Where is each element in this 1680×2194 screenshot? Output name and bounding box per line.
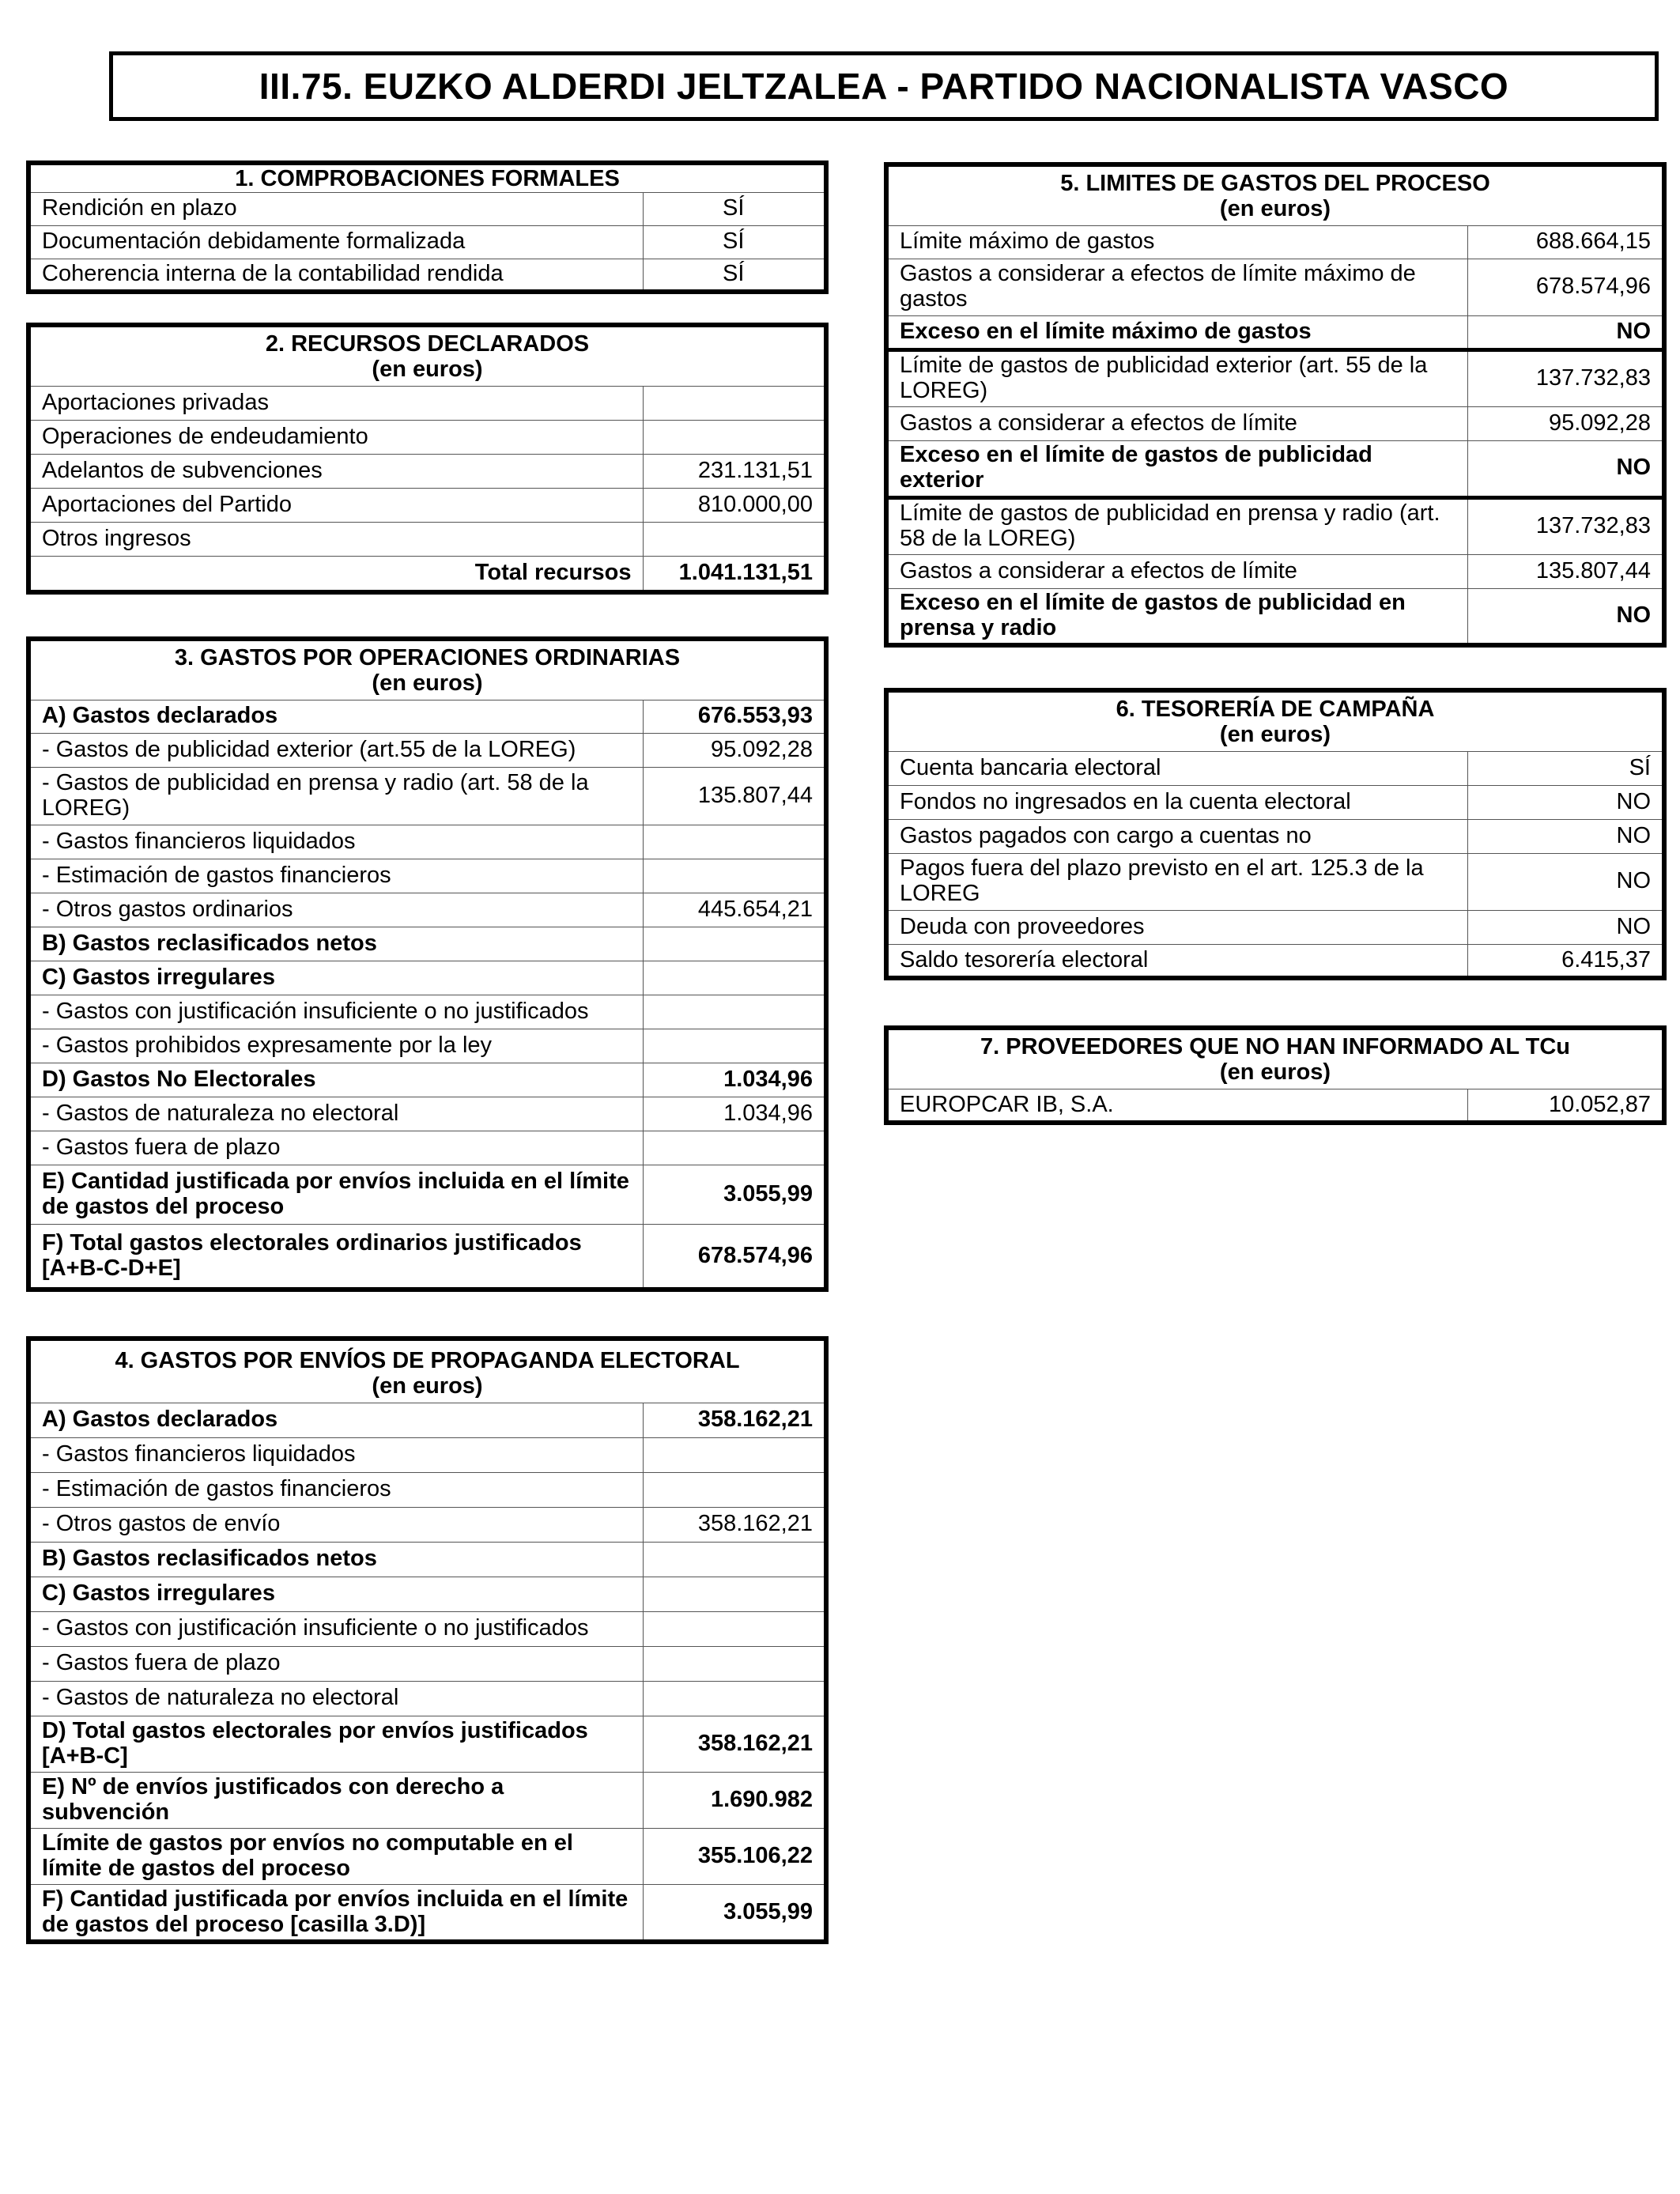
- table-row: E) Cantidad justificada por envíos incluida en el límite de gastos del proceso 3.055,99: [28, 1165, 826, 1224]
- table-row: Gastos a considerar a efectos de límite máximo de gastos 678.574,96: [886, 259, 1664, 315]
- section-title: 3. GASTOS POR OPERACIONES ORDINARIAS (en euros): [28, 639, 826, 700]
- table-tesoreria: [884, 688, 1667, 980]
- table-row: Límite de gastos por envíos no computable en el límite de gastos del proceso 355.106,22: [28, 1828, 826, 1884]
- table-row: Exceso en el límite máximo de gastos NO: [886, 315, 1664, 349]
- table-row: - Gastos de naturaleza no electoral: [28, 1681, 826, 1716]
- table-gastos-ordinarios: [26, 636, 829, 1292]
- table-proveedores: [884, 1025, 1667, 1125]
- page-title: III.75. EUZKO ALDERDI JELTZALEA - PARTIDO NACIONALISTA VASCO: [109, 51, 1659, 121]
- table-row: A) Gastos declarados 358.162,21: [28, 1403, 826, 1437]
- section-title: 2. RECURSOS DECLARADOS (en euros): [28, 325, 826, 386]
- section-tesoreria: [884, 688, 1667, 980]
- section-gastos-ordinarios: [26, 636, 829, 1292]
- table-row: Deuda con proveedores NO: [886, 910, 1664, 944]
- table-row: - Gastos fuera de plazo: [28, 1646, 826, 1681]
- table-row: C) Gastos irregulares: [28, 961, 826, 995]
- table-row: Límite de gastos de publicidad exterior (art. 55 de la LOREG) 137.732,83: [886, 349, 1664, 406]
- table-row: - Gastos financieros liquidados: [28, 1437, 826, 1472]
- table-row: Límite de gastos de publicidad en prensa y radio (art. 58 de la LOREG) 137.732,83: [886, 497, 1664, 554]
- table-row: Límite máximo de gastos 688.664,15: [886, 225, 1664, 259]
- table-row: - Gastos financieros liquidados: [28, 825, 826, 859]
- table-row: C) Gastos irregulares: [28, 1577, 826, 1611]
- table-row: Operaciones de endeudamiento: [28, 420, 826, 454]
- table-row: - Otros gastos de envío 358.162,21: [28, 1507, 826, 1542]
- table-row: Otros ingresos: [28, 522, 826, 556]
- table-row: Pagos fuera del plazo previsto en el art. 125.3 de la LOREG NO: [886, 853, 1664, 910]
- table-row: - Gastos de publicidad en prensa y radio (art. 58 de la LOREG) 135.807,44: [28, 767, 826, 825]
- table-row: Saldo tesorería electoral 6.415,37: [886, 944, 1664, 978]
- table-gastos-envios: [26, 1336, 829, 1944]
- table-row: E) Nº de envíos justificados con derecho a subvención 1.690.982: [28, 1772, 826, 1828]
- table-row: Gastos a considerar a efectos de límite 95.092,28: [886, 406, 1664, 440]
- table-row: Exceso en el límite de gastos de publicidad exterior NO: [886, 440, 1664, 497]
- table-row: - Gastos de publicidad exterior (art.55 de la LOREG) 95.092,28: [28, 733, 826, 767]
- table-row: B) Gastos reclasificados netos: [28, 1542, 826, 1577]
- table-row: Gastos a considerar a efectos de límite 135.807,44: [886, 554, 1664, 588]
- table-row: Aportaciones privadas: [28, 386, 826, 420]
- section-recursos-declarados: [26, 323, 829, 595]
- table-row: F) Total gastos electorales ordinarios justificados [A+B-C-D+E] 678.574,96: [28, 1224, 826, 1290]
- table-row: F) Cantidad justificada por envíos incluida en el límite de gastos del proceso [casilla 3.D)] 3.055,99: [28, 1884, 826, 1942]
- table-row: Gastos pagados con cargo a cuentas no NO: [886, 819, 1664, 853]
- table-recursos: [26, 323, 829, 595]
- total-row: Total recursos 1.041.131,51: [28, 556, 826, 592]
- table-row: A) Gastos declarados 676.553,93: [28, 700, 826, 733]
- table-row: - Otros gastos ordinarios 445.654,21: [28, 893, 826, 927]
- table-limites: [884, 162, 1667, 648]
- section-title: 1. COMPROBACIONES FORMALES: [28, 163, 826, 192]
- table-row: - Gastos fuera de plazo: [28, 1131, 826, 1165]
- section-title: 4. GASTOS POR ENVÍOS DE PROPAGANDA ELECTORAL (en euros): [28, 1339, 826, 1403]
- table-row: Documentación debidamente formalizada SÍ: [28, 225, 826, 259]
- table-row: Aportaciones del Partido 810.000,00: [28, 488, 826, 522]
- section-comprobaciones-formales: [26, 160, 829, 294]
- table-row: Adelantos de subvenciones 231.131,51: [28, 454, 826, 488]
- table-row: Fondos no ingresados en la cuenta electoral NO: [886, 785, 1664, 819]
- section-title: 6. TESORERÍA DE CAMPAÑA (en euros): [886, 690, 1664, 751]
- section-gastos-envios: [26, 1336, 829, 1944]
- section-title: 5. LIMITES DE GASTOS DEL PROCESO (en euros): [886, 164, 1664, 225]
- table-row: - Gastos de naturaleza no electoral 1.034,96: [28, 1097, 826, 1131]
- table-row: B) Gastos reclasificados netos: [28, 927, 826, 961]
- table-row: Coherencia interna de la contabilidad rendida SÍ: [28, 259, 826, 292]
- table-row: - Estimación de gastos financieros: [28, 859, 826, 893]
- table-row: EUROPCAR IB, S.A. 10.052,87: [886, 1089, 1664, 1123]
- section-proveedores: [884, 1025, 1667, 1125]
- table-row: - Gastos con justificación insuficiente o no justificados: [28, 995, 826, 1029]
- section-title: 7. PROVEEDORES QUE NO HAN INFORMADO AL TCu (en euros): [886, 1028, 1664, 1089]
- table-row: Cuenta bancaria electoral SÍ: [886, 751, 1664, 785]
- table-row: Exceso en el límite de gastos de publicidad en prensa y radio NO: [886, 588, 1664, 645]
- section-limites-gastos: [884, 162, 1667, 648]
- table-row: D) Gastos No Electorales 1.034,96: [28, 1063, 826, 1097]
- table-row: - Estimación de gastos financieros: [28, 1472, 826, 1507]
- table-row: Rendición en plazo SÍ: [28, 192, 826, 225]
- table-row: - Gastos prohibidos expresamente por la ley: [28, 1029, 826, 1063]
- table-row: D) Total gastos electorales por envíos justificados [A+B-C] 358.162,21: [28, 1716, 826, 1772]
- table-row: - Gastos con justificación insuficiente o no justificados: [28, 1611, 826, 1646]
- table-comprobaciones: [26, 160, 829, 294]
